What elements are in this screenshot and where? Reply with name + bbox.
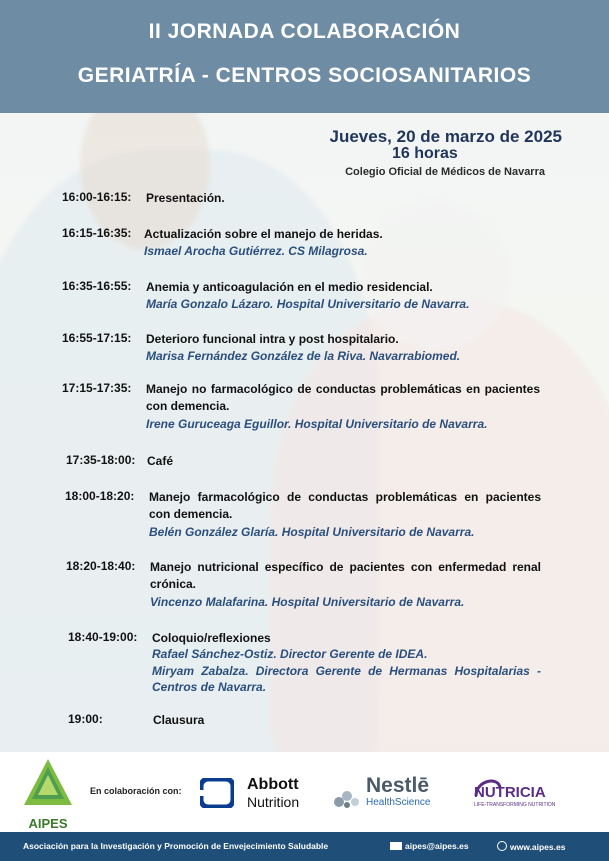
slot-title: Deterioro funcional intra y post hospitalario. bbox=[146, 332, 399, 346]
slot-time: 16:15-16:35: bbox=[62, 226, 132, 240]
footer-bar bbox=[0, 832, 609, 861]
email-link[interactable]: aipes@aipes.es bbox=[405, 841, 469, 851]
event-date: Jueves, 20 de marzo de 2025 bbox=[329, 127, 562, 146]
collab-label: En colaboración con: bbox=[90, 786, 182, 796]
sponsor-strip bbox=[0, 752, 609, 832]
nutricia-sub: LIFE-TRANSFORMING NUTRITION bbox=[474, 802, 556, 808]
website-link[interactable]: www.aipes.es bbox=[510, 842, 566, 852]
slot-time: 17:15-17:35: bbox=[62, 381, 132, 395]
nutricia-wordmark: NUTRICIA bbox=[474, 784, 546, 801]
slot-time: 19:00: bbox=[68, 712, 103, 726]
association-name: Asociación para la Investigación y Promoción de Envejecimiento Saludable bbox=[23, 841, 329, 851]
slot-speaker: Irene Guruceaga Eguillor. Hospital Universitario de Navarra. bbox=[146, 417, 488, 431]
aipes-logo bbox=[20, 757, 76, 829]
slot-speaker: Marisa Fernández González de la Riva. Navarrabiomed. bbox=[146, 349, 461, 363]
slot-time: 18:40-19:00: bbox=[68, 630, 138, 644]
abbott-icon bbox=[200, 778, 234, 808]
footer-website[interactable] bbox=[497, 841, 565, 852]
slot-title: Manejo no farmacológico de conductas problemáticas en pacientes con demencia. bbox=[146, 382, 540, 413]
aipes-wordmark: AIPES bbox=[28, 816, 68, 831]
event-venue: Colegio Oficial de Médicos de Navarra bbox=[345, 166, 545, 178]
slot-time: 17:35-18:00: bbox=[66, 453, 136, 467]
nestle-wordmark: Nestlē bbox=[366, 774, 430, 797]
abbott-sub: Nutrition bbox=[247, 794, 300, 810]
abbott-wordmark: Abbott bbox=[247, 776, 299, 793]
slot-title: Manejo farmacológico de conductas problemáticas en pacientes con demencia. bbox=[149, 490, 541, 521]
slot-title: Presentación. bbox=[146, 191, 225, 205]
globe-icon bbox=[497, 841, 507, 851]
nestle-dots-icon bbox=[333, 784, 363, 810]
slot-time: 16:35-16:55: bbox=[62, 279, 132, 293]
slot-speaker: Rafael Sánchez-Ostiz. Director Gerente de IDEA. bbox=[152, 647, 428, 661]
slot-title: Café bbox=[147, 454, 174, 468]
title-line-2: GERIATRÍA - CENTROS SOCIOSANITARIOS bbox=[77, 64, 532, 87]
header-banner bbox=[0, 0, 609, 113]
slot-title: Coloquio/reflexiones bbox=[152, 631, 271, 645]
slot-time: 16:55-17:15: bbox=[62, 331, 132, 345]
slot-title: Anemia y anticoagulación en el medio residencial. bbox=[146, 280, 433, 294]
title-line-1: II JORNADA COLABORACIÓN bbox=[148, 20, 461, 43]
slot-speaker: Miryam Zabalza. Directora Gerente de Hermanas Hospitalarias - Centros de Navarra. bbox=[152, 664, 541, 694]
slot-speaker: Belén González Glaría. Hospital Universitario de Navarra. bbox=[149, 525, 475, 539]
slot-speaker: Vincenzo Malafarina. Hospital Universitario de Navarra. bbox=[150, 595, 465, 609]
nestle-sub: HealthScience bbox=[366, 797, 431, 808]
slot-title: Manejo nutricional específico de pacientes con enfermedad renal crónica. bbox=[150, 560, 541, 591]
slot-speaker: María Gonzalo Lázaro. Hospital Universitario de Navarra. bbox=[146, 297, 470, 311]
slot-title: Actualización sobre el manejo de heridas. bbox=[144, 227, 383, 241]
envelope-icon bbox=[390, 842, 402, 850]
event-hour: 16 horas bbox=[392, 145, 458, 162]
footer-email[interactable] bbox=[390, 841, 469, 851]
slot-time: 18:00-18:20: bbox=[65, 489, 135, 503]
slot-time: 18:20-18:40: bbox=[66, 559, 136, 573]
slot-speaker: Ismael Arocha Gutiérrez. CS Milagrosa. bbox=[144, 244, 368, 258]
aipes-triangle-icon bbox=[20, 757, 76, 809]
slot-title: Clausura bbox=[153, 713, 205, 727]
slot-time: 16:00-16:15: bbox=[62, 190, 132, 204]
